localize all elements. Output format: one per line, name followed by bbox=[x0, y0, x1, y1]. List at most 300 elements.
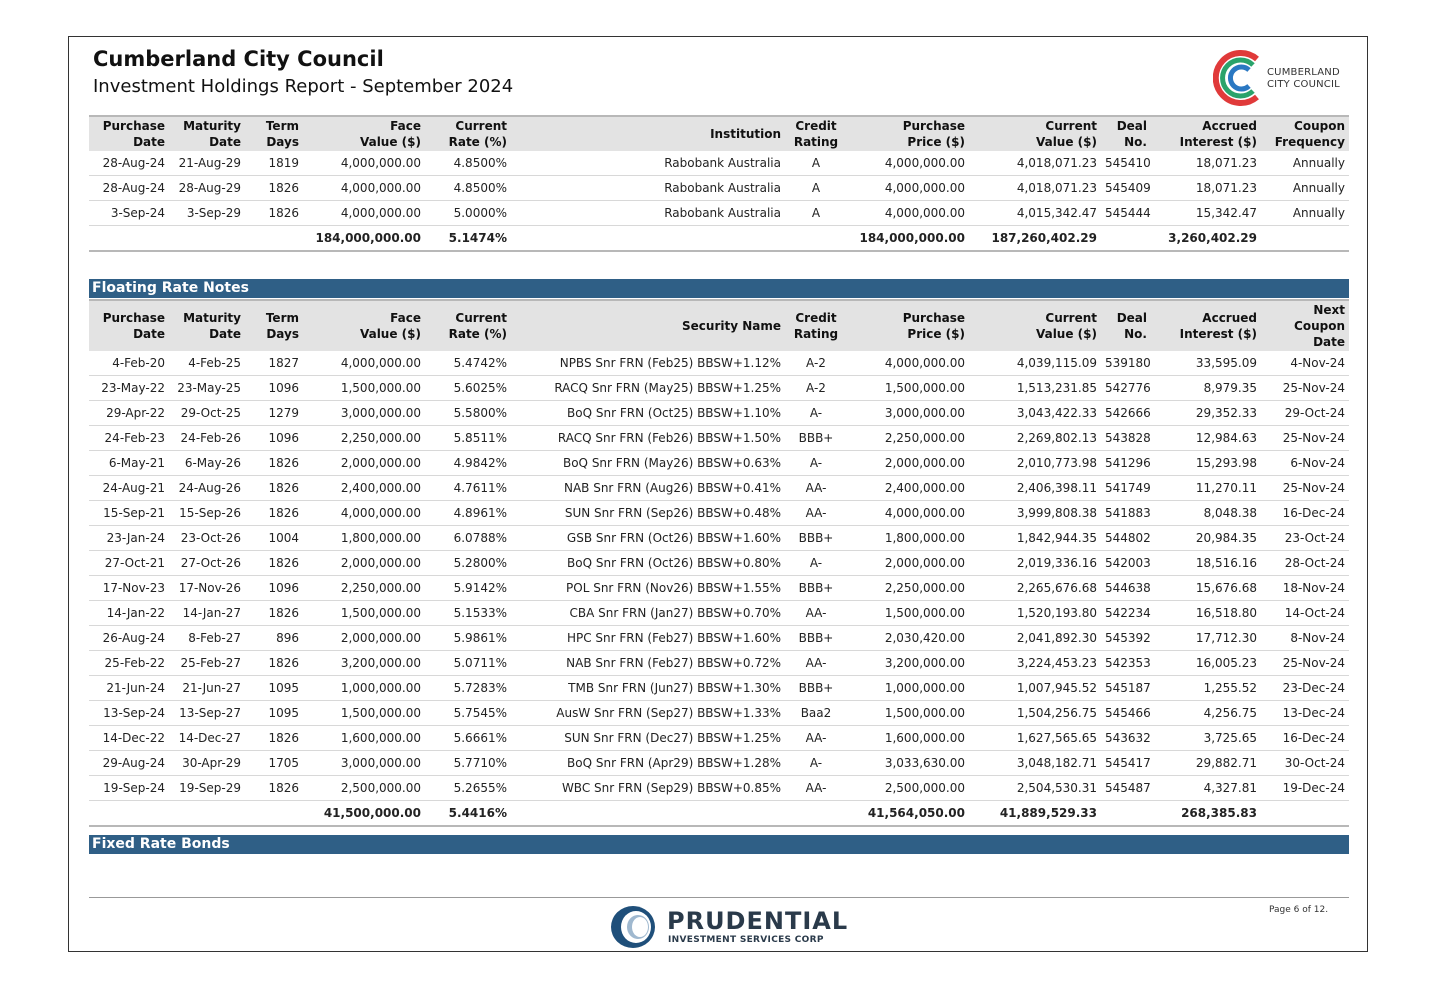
frn-cell: 1826 bbox=[245, 726, 303, 751]
frn-cell: NAB Snr FRN (Feb27) BBSW+0.72% bbox=[511, 651, 785, 676]
term-deposit-cell: 28-Aug-24 bbox=[89, 151, 169, 176]
term-deposit-total-cell bbox=[245, 226, 303, 252]
frn-cell: 25-Nov-24 bbox=[1261, 651, 1349, 676]
frn-cell: 4,327.81 bbox=[1151, 776, 1261, 801]
term-deposit-total-cell bbox=[785, 226, 847, 252]
frn-cell: BBB+ bbox=[785, 576, 847, 601]
frn-cell: 543632 bbox=[1101, 726, 1151, 751]
frn-cell: 2,000,000.00 bbox=[847, 451, 969, 476]
frn-cell: 13-Sep-24 bbox=[89, 701, 169, 726]
frn-cell: RACQ Snr FRN (Feb26) BBSW+1.50% bbox=[511, 426, 785, 451]
frn-cell: AA- bbox=[785, 501, 847, 526]
frn-cell: 1095 bbox=[245, 701, 303, 726]
frn-row bbox=[89, 501, 1349, 526]
term-deposit-column-header: Face Value ($) bbox=[303, 116, 425, 151]
frn-cell: 2,400,000.00 bbox=[303, 476, 425, 501]
frn-cell: 29-Oct-25 bbox=[169, 401, 245, 426]
report-title: Cumberland City Council bbox=[93, 47, 384, 71]
frn-total-cell bbox=[785, 801, 847, 827]
frn-cell: 23-Dec-24 bbox=[1261, 676, 1349, 701]
frn-cell: 1826 bbox=[245, 651, 303, 676]
frn-row bbox=[89, 751, 1349, 776]
frn-cell: 542234 bbox=[1101, 601, 1151, 626]
footer-divider bbox=[89, 897, 1349, 898]
council-c-icon bbox=[1213, 47, 1267, 109]
frn-cell: 6-May-21 bbox=[89, 451, 169, 476]
term-deposit-cell: 4,000,000.00 bbox=[847, 176, 969, 201]
frn-row bbox=[89, 551, 1349, 576]
term-deposit-total-cell: 184,000,000.00 bbox=[847, 226, 969, 252]
frn-cell: 24-Feb-26 bbox=[169, 426, 245, 451]
frn-cell: 25-Nov-24 bbox=[1261, 426, 1349, 451]
frn-cell: 19-Sep-24 bbox=[89, 776, 169, 801]
frn-cell: 2,000,000.00 bbox=[847, 551, 969, 576]
frn-cell: 541749 bbox=[1101, 476, 1151, 501]
frn-cell: BoQ Snr FRN (Oct25) BBSW+1.10% bbox=[511, 401, 785, 426]
term-deposit-total-cell: 184,000,000.00 bbox=[303, 226, 425, 252]
frn-column-header: Purchase Price ($) bbox=[847, 300, 969, 351]
frn-cell: 6.0788% bbox=[425, 526, 511, 551]
frn-cell: 8,979.35 bbox=[1151, 376, 1261, 401]
frn-cell: 2,019,336.16 bbox=[969, 551, 1101, 576]
frn-cell: 1,600,000.00 bbox=[303, 726, 425, 751]
frn-cell: 3,725.65 bbox=[1151, 726, 1261, 751]
frn-cell: 2,269,802.13 bbox=[969, 426, 1101, 451]
frn-cell: 1096 bbox=[245, 376, 303, 401]
frn-cell: 2,500,000.00 bbox=[847, 776, 969, 801]
term-deposit-cell: 1819 bbox=[245, 151, 303, 176]
frn-cell: 24-Feb-23 bbox=[89, 426, 169, 451]
frn-cell: 23-Oct-26 bbox=[169, 526, 245, 551]
frn-cell: 8,048.38 bbox=[1151, 501, 1261, 526]
frn-column-header: Current Value ($) bbox=[969, 300, 1101, 351]
frn-cell: 17-Nov-26 bbox=[169, 576, 245, 601]
frn-total-cell: 41,889,529.33 bbox=[969, 801, 1101, 827]
frn-cell: 3,000,000.00 bbox=[303, 401, 425, 426]
frn-cell: 5.8511% bbox=[425, 426, 511, 451]
frn-total-cell bbox=[89, 801, 169, 827]
frn-cell: 1,513,231.85 bbox=[969, 376, 1101, 401]
frn-cell: 4,000,000.00 bbox=[847, 501, 969, 526]
frn-cell: 5.6661% bbox=[425, 726, 511, 751]
frn-cell: 1279 bbox=[245, 401, 303, 426]
term-deposit-row bbox=[89, 176, 1349, 201]
frn-cell: 5.5800% bbox=[425, 401, 511, 426]
term-deposit-row bbox=[89, 201, 1349, 226]
frn-cell: 15-Sep-26 bbox=[169, 501, 245, 526]
frn-cell: 541883 bbox=[1101, 501, 1151, 526]
term-deposits-table bbox=[89, 115, 1349, 252]
term-deposit-column-header: Purchase Price ($) bbox=[847, 116, 969, 151]
prudential-brand-name: PRUDENTIAL bbox=[667, 907, 849, 935]
frn-cell: 3,200,000.00 bbox=[303, 651, 425, 676]
frn-cell: BBB+ bbox=[785, 426, 847, 451]
frn-cell: 542776 bbox=[1101, 376, 1151, 401]
frn-cell: 5.2800% bbox=[425, 551, 511, 576]
term-deposit-cell: Annually bbox=[1261, 201, 1349, 226]
term-deposit-cell: A bbox=[785, 201, 847, 226]
prudential-logo bbox=[607, 903, 849, 951]
frn-cell: 21-Jun-27 bbox=[169, 676, 245, 701]
term-deposit-column-header: Term Days bbox=[245, 116, 303, 151]
frn-total-cell: 5.4416% bbox=[425, 801, 511, 827]
frn-row bbox=[89, 476, 1349, 501]
term-deposit-cell: 4,000,000.00 bbox=[303, 151, 425, 176]
frn-cell: 2,500,000.00 bbox=[303, 776, 425, 801]
frn-column-header: Current Rate (%) bbox=[425, 300, 511, 351]
frn-cell: 15,293.98 bbox=[1151, 451, 1261, 476]
frn-cell: 3,999,808.38 bbox=[969, 501, 1101, 526]
frn-cell: 3,043,422.33 bbox=[969, 401, 1101, 426]
frn-row bbox=[89, 676, 1349, 701]
frn-cell: 13-Sep-27 bbox=[169, 701, 245, 726]
frn-cell: A- bbox=[785, 451, 847, 476]
term-deposit-total-cell bbox=[1261, 226, 1349, 252]
term-deposit-column-header: Deal No. bbox=[1101, 116, 1151, 151]
frn-cell: TMB Snr FRN (Jun27) BBSW+1.30% bbox=[511, 676, 785, 701]
frn-cell: 1,255.52 bbox=[1151, 676, 1261, 701]
frn-cell: 1096 bbox=[245, 576, 303, 601]
term-deposit-cell: 4,000,000.00 bbox=[303, 176, 425, 201]
term-deposit-cell: Rabobank Australia bbox=[511, 151, 785, 176]
frn-cell: 1,600,000.00 bbox=[847, 726, 969, 751]
frn-row bbox=[89, 701, 1349, 726]
frn-cell: 14-Jan-22 bbox=[89, 601, 169, 626]
term-deposit-cell: 1826 bbox=[245, 201, 303, 226]
frn-cell: 539180 bbox=[1101, 351, 1151, 376]
term-deposits-header-row bbox=[89, 116, 1349, 151]
frn-column-header: Next Coupon Date bbox=[1261, 300, 1349, 351]
term-deposit-cell: 28-Aug-24 bbox=[89, 176, 169, 201]
floating-rate-notes-section-bar: Floating Rate Notes bbox=[89, 279, 1349, 298]
term-deposit-cell: 1826 bbox=[245, 176, 303, 201]
frn-cell: 29,882.71 bbox=[1151, 751, 1261, 776]
frn-cell: 25-Nov-24 bbox=[1261, 476, 1349, 501]
frn-cell: 544638 bbox=[1101, 576, 1151, 601]
frn-cell: A-2 bbox=[785, 376, 847, 401]
frn-cell: 4-Nov-24 bbox=[1261, 351, 1349, 376]
frn-cell: 4,000,000.00 bbox=[847, 351, 969, 376]
frn-cell: 3,000,000.00 bbox=[847, 401, 969, 426]
term-deposit-cell: 18,071.23 bbox=[1151, 176, 1261, 201]
frn-cell: NAB Snr FRN (Aug26) BBSW+0.41% bbox=[511, 476, 785, 501]
frn-cell: 2,010,773.98 bbox=[969, 451, 1101, 476]
frn-cell: 13-Dec-24 bbox=[1261, 701, 1349, 726]
term-deposit-cell: 4,015,342.47 bbox=[969, 201, 1101, 226]
frn-total-cell bbox=[511, 801, 785, 827]
frn-cell: 24-Aug-26 bbox=[169, 476, 245, 501]
report-subtitle: Investment Holdings Report - September 2024 bbox=[93, 76, 514, 97]
frn-cell: 545417 bbox=[1101, 751, 1151, 776]
frn-cell: BBB+ bbox=[785, 626, 847, 651]
term-deposit-column-header: Accrued Interest ($) bbox=[1151, 116, 1261, 151]
term-deposit-row bbox=[89, 151, 1349, 176]
frn-cell: 2,000,000.00 bbox=[303, 626, 425, 651]
term-deposit-cell: 3-Sep-29 bbox=[169, 201, 245, 226]
frn-cell: AA- bbox=[785, 776, 847, 801]
frn-cell: 1,500,000.00 bbox=[847, 376, 969, 401]
frn-cell: 1,627,565.65 bbox=[969, 726, 1101, 751]
prudential-brand-sub: INVESTMENT SERVICES CORP bbox=[668, 935, 824, 945]
frn-cell: 1,500,000.00 bbox=[847, 701, 969, 726]
term-deposit-column-header: Institution bbox=[511, 116, 785, 151]
frn-cell: 1,504,256.75 bbox=[969, 701, 1101, 726]
frn-cell: 2,250,000.00 bbox=[847, 426, 969, 451]
frn-row bbox=[89, 351, 1349, 376]
frn-cell: 1004 bbox=[245, 526, 303, 551]
frn-cell: 8-Nov-24 bbox=[1261, 626, 1349, 651]
term-deposit-column-header: Purchase Date bbox=[89, 116, 169, 151]
floating-rate-notes-table bbox=[89, 299, 1349, 827]
frn-cell: 12,984.63 bbox=[1151, 426, 1261, 451]
frn-cell: A- bbox=[785, 401, 847, 426]
frn-cell: 16-Dec-24 bbox=[1261, 726, 1349, 751]
frn-cell: 542353 bbox=[1101, 651, 1151, 676]
frn-cell: 27-Oct-21 bbox=[89, 551, 169, 576]
frn-row bbox=[89, 726, 1349, 751]
frn-cell: 545466 bbox=[1101, 701, 1151, 726]
frn-cell: Baa2 bbox=[785, 701, 847, 726]
frn-cell: 14-Dec-22 bbox=[89, 726, 169, 751]
frn-total-cell bbox=[245, 801, 303, 827]
frn-cell: 16,518.80 bbox=[1151, 601, 1261, 626]
frn-cell: 1,000,000.00 bbox=[847, 676, 969, 701]
frn-cell: AA- bbox=[785, 601, 847, 626]
frn-column-header: Term Days bbox=[245, 300, 303, 351]
frn-cell: 15-Sep-21 bbox=[89, 501, 169, 526]
frn-cell: 14-Oct-24 bbox=[1261, 601, 1349, 626]
frn-cell: 4.8961% bbox=[425, 501, 511, 526]
page-number: Page 6 of 12. bbox=[1269, 905, 1329, 915]
frn-cell: 1,500,000.00 bbox=[847, 601, 969, 626]
frn-cell: 30-Apr-29 bbox=[169, 751, 245, 776]
frn-cell: 33,595.09 bbox=[1151, 351, 1261, 376]
frn-cell: AA- bbox=[785, 476, 847, 501]
frn-cell: SUN Snr FRN (Dec27) BBSW+1.25% bbox=[511, 726, 785, 751]
frn-cell: HPC Snr FRN (Feb27) BBSW+1.60% bbox=[511, 626, 785, 651]
term-deposit-total-cell bbox=[1101, 226, 1151, 252]
frn-row bbox=[89, 526, 1349, 551]
frn-row bbox=[89, 376, 1349, 401]
frn-row bbox=[89, 626, 1349, 651]
frn-cell: 25-Nov-24 bbox=[1261, 376, 1349, 401]
frn-row bbox=[89, 426, 1349, 451]
frn-cell: 29-Apr-22 bbox=[89, 401, 169, 426]
term-deposit-total-cell: 3,260,402.29 bbox=[1151, 226, 1261, 252]
frn-cell: 6-Nov-24 bbox=[1261, 451, 1349, 476]
term-deposit-cell: Rabobank Australia bbox=[511, 176, 785, 201]
frn-cell: 3,200,000.00 bbox=[847, 651, 969, 676]
term-deposit-cell: 545409 bbox=[1101, 176, 1151, 201]
frn-total-cell: 41,564,050.00 bbox=[847, 801, 969, 827]
term-deposit-cell: 4,000,000.00 bbox=[303, 201, 425, 226]
frn-cell: 14-Dec-27 bbox=[169, 726, 245, 751]
frn-cell: 1096 bbox=[245, 426, 303, 451]
cumberland-council-logo bbox=[1213, 47, 1353, 109]
frn-column-header: Security Name bbox=[511, 300, 785, 351]
frn-cell: A- bbox=[785, 551, 847, 576]
frn-cell: 1,500,000.00 bbox=[303, 701, 425, 726]
frn-cell: 3,000,000.00 bbox=[303, 751, 425, 776]
frn-cell: 4,000,000.00 bbox=[303, 351, 425, 376]
frn-cell: 18-Nov-24 bbox=[1261, 576, 1349, 601]
frn-cell: 2,250,000.00 bbox=[303, 576, 425, 601]
frn-cell: 17,712.30 bbox=[1151, 626, 1261, 651]
frn-cell: 1,500,000.00 bbox=[303, 601, 425, 626]
term-deposit-total-cell bbox=[89, 226, 169, 252]
frn-row bbox=[89, 401, 1349, 426]
term-deposit-column-header: Credit Rating bbox=[785, 116, 847, 151]
frn-cell: AusW Snr FRN (Sep27) BBSW+1.33% bbox=[511, 701, 785, 726]
frn-cell: 4.7611% bbox=[425, 476, 511, 501]
term-deposit-column-header: Current Rate (%) bbox=[425, 116, 511, 151]
frn-cell: 544802 bbox=[1101, 526, 1151, 551]
frn-cell: 5.6025% bbox=[425, 376, 511, 401]
frn-column-header: Purchase Date bbox=[89, 300, 169, 351]
frn-cell: 25-Feb-27 bbox=[169, 651, 245, 676]
term-deposit-cell: 3-Sep-24 bbox=[89, 201, 169, 226]
frn-cell: 1095 bbox=[245, 676, 303, 701]
term-deposit-cell: 545444 bbox=[1101, 201, 1151, 226]
frn-cell: 19-Sep-29 bbox=[169, 776, 245, 801]
frn-cell: 1827 bbox=[245, 351, 303, 376]
frn-row bbox=[89, 776, 1349, 801]
term-deposit-column-header: Maturity Date bbox=[169, 116, 245, 151]
frn-cell: 4.9842% bbox=[425, 451, 511, 476]
frn-cell: 4,256.75 bbox=[1151, 701, 1261, 726]
term-deposit-cell: 4.8500% bbox=[425, 176, 511, 201]
term-deposit-cell: 18,071.23 bbox=[1151, 151, 1261, 176]
frn-cell: 2,041,892.30 bbox=[969, 626, 1101, 651]
frn-cell: 2,250,000.00 bbox=[303, 426, 425, 451]
frn-cell: AA- bbox=[785, 651, 847, 676]
frn-cell: 5.4742% bbox=[425, 351, 511, 376]
frn-cell: A-2 bbox=[785, 351, 847, 376]
frn-cell: 1,842,944.35 bbox=[969, 526, 1101, 551]
frn-column-header: Accrued Interest ($) bbox=[1151, 300, 1261, 351]
frn-cell: 2,265,676.68 bbox=[969, 576, 1101, 601]
frn-cell: 18,516.16 bbox=[1151, 551, 1261, 576]
frn-total-cell: 268,385.83 bbox=[1151, 801, 1261, 827]
frn-cell: 1826 bbox=[245, 501, 303, 526]
frn-cell: 23-Jan-24 bbox=[89, 526, 169, 551]
frn-cell: 1826 bbox=[245, 601, 303, 626]
frn-column-header: Credit Rating bbox=[785, 300, 847, 351]
frn-cell: 545487 bbox=[1101, 776, 1151, 801]
frn-cell: 25-Feb-22 bbox=[89, 651, 169, 676]
frn-cell: 23-Oct-24 bbox=[1261, 526, 1349, 551]
frn-cell: 5.2655% bbox=[425, 776, 511, 801]
frn-cell: 14-Jan-27 bbox=[169, 601, 245, 626]
frn-row bbox=[89, 601, 1349, 626]
term-deposit-total-cell bbox=[169, 226, 245, 252]
frn-column-header: Deal No. bbox=[1101, 300, 1151, 351]
frn-cell: 4,039,115.09 bbox=[969, 351, 1101, 376]
frn-cell: 2,406,398.11 bbox=[969, 476, 1101, 501]
term-deposit-cell: 4,018,071.23 bbox=[969, 176, 1101, 201]
frn-row bbox=[89, 651, 1349, 676]
term-deposit-cell: Annually bbox=[1261, 176, 1349, 201]
term-deposit-total-cell bbox=[511, 226, 785, 252]
frn-cell: 27-Oct-26 bbox=[169, 551, 245, 576]
frn-cell: 545187 bbox=[1101, 676, 1151, 701]
frn-cell: 3,224,453.23 bbox=[969, 651, 1101, 676]
frn-cell: 1,800,000.00 bbox=[303, 526, 425, 551]
frn-total-cell bbox=[1261, 801, 1349, 827]
frn-cell: 23-May-22 bbox=[89, 376, 169, 401]
frn-cell: 4-Feb-25 bbox=[169, 351, 245, 376]
frn-cell: 1,007,945.52 bbox=[969, 676, 1101, 701]
frn-cell: 5.7283% bbox=[425, 676, 511, 701]
council-logo-text: CUMBERLAND CITY COUNCIL bbox=[1267, 67, 1340, 90]
term-deposit-cell: A bbox=[785, 176, 847, 201]
frn-cell: 2,504,530.31 bbox=[969, 776, 1101, 801]
frn-header-row bbox=[89, 300, 1349, 351]
frn-cell: 26-Aug-24 bbox=[89, 626, 169, 651]
frn-cell: 4,000,000.00 bbox=[303, 501, 425, 526]
frn-cell: SUN Snr FRN (Sep26) BBSW+0.48% bbox=[511, 501, 785, 526]
frn-cell: 1,520,193.80 bbox=[969, 601, 1101, 626]
frn-cell: 1826 bbox=[245, 451, 303, 476]
frn-total-cell bbox=[169, 801, 245, 827]
frn-cell: 1826 bbox=[245, 776, 303, 801]
frn-cell: BoQ Snr FRN (Apr29) BBSW+1.28% bbox=[511, 751, 785, 776]
frn-total-cell: 41,500,000.00 bbox=[303, 801, 425, 827]
frn-total-row bbox=[89, 801, 1349, 827]
frn-cell: 1,800,000.00 bbox=[847, 526, 969, 551]
term-deposit-cell: 28-Aug-29 bbox=[169, 176, 245, 201]
frn-cell: 1705 bbox=[245, 751, 303, 776]
term-deposit-total-cell: 5.1474% bbox=[425, 226, 511, 252]
frn-cell: 29-Aug-24 bbox=[89, 751, 169, 776]
term-deposit-cell: 21-Aug-29 bbox=[169, 151, 245, 176]
frn-cell: 896 bbox=[245, 626, 303, 651]
term-deposit-cell: 4,018,071.23 bbox=[969, 151, 1101, 176]
frn-cell: 1826 bbox=[245, 476, 303, 501]
frn-cell: 5.1533% bbox=[425, 601, 511, 626]
frn-cell: 8-Feb-27 bbox=[169, 626, 245, 651]
frn-cell: 11,270.11 bbox=[1151, 476, 1261, 501]
frn-cell: CBA Snr FRN (Jan27) BBSW+0.70% bbox=[511, 601, 785, 626]
frn-cell: 543828 bbox=[1101, 426, 1151, 451]
frn-cell: 1826 bbox=[245, 551, 303, 576]
frn-cell: 2,000,000.00 bbox=[303, 551, 425, 576]
frn-cell: 5.9861% bbox=[425, 626, 511, 651]
term-deposit-cell: A bbox=[785, 151, 847, 176]
frn-cell: GSB Snr FRN (Oct26) BBSW+1.60% bbox=[511, 526, 785, 551]
frn-cell: 21-Jun-24 bbox=[89, 676, 169, 701]
frn-cell: 545392 bbox=[1101, 626, 1151, 651]
frn-cell: 2,400,000.00 bbox=[847, 476, 969, 501]
term-deposit-column-header: Coupon Frequency bbox=[1261, 116, 1349, 151]
frn-cell: RACQ Snr FRN (May25) BBSW+1.25% bbox=[511, 376, 785, 401]
frn-cell: 1,500,000.00 bbox=[303, 376, 425, 401]
frn-cell: 3,033,630.00 bbox=[847, 751, 969, 776]
frn-cell: 17-Nov-23 bbox=[89, 576, 169, 601]
frn-cell: 24-Aug-21 bbox=[89, 476, 169, 501]
frn-cell: 3,048,182.71 bbox=[969, 751, 1101, 776]
fixed-rate-bonds-section-bar: Fixed Rate Bonds bbox=[89, 835, 1349, 854]
frn-cell: 1,000,000.00 bbox=[303, 676, 425, 701]
frn-cell: 2,030,420.00 bbox=[847, 626, 969, 651]
frn-cell: BoQ Snr FRN (May26) BBSW+0.63% bbox=[511, 451, 785, 476]
frn-cell: 541296 bbox=[1101, 451, 1151, 476]
frn-cell: 29,352.33 bbox=[1151, 401, 1261, 426]
term-deposit-cell: Rabobank Australia bbox=[511, 201, 785, 226]
frn-cell: 20,984.35 bbox=[1151, 526, 1261, 551]
frn-cell: 19-Dec-24 bbox=[1261, 776, 1349, 801]
term-deposit-cell: Annually bbox=[1261, 151, 1349, 176]
